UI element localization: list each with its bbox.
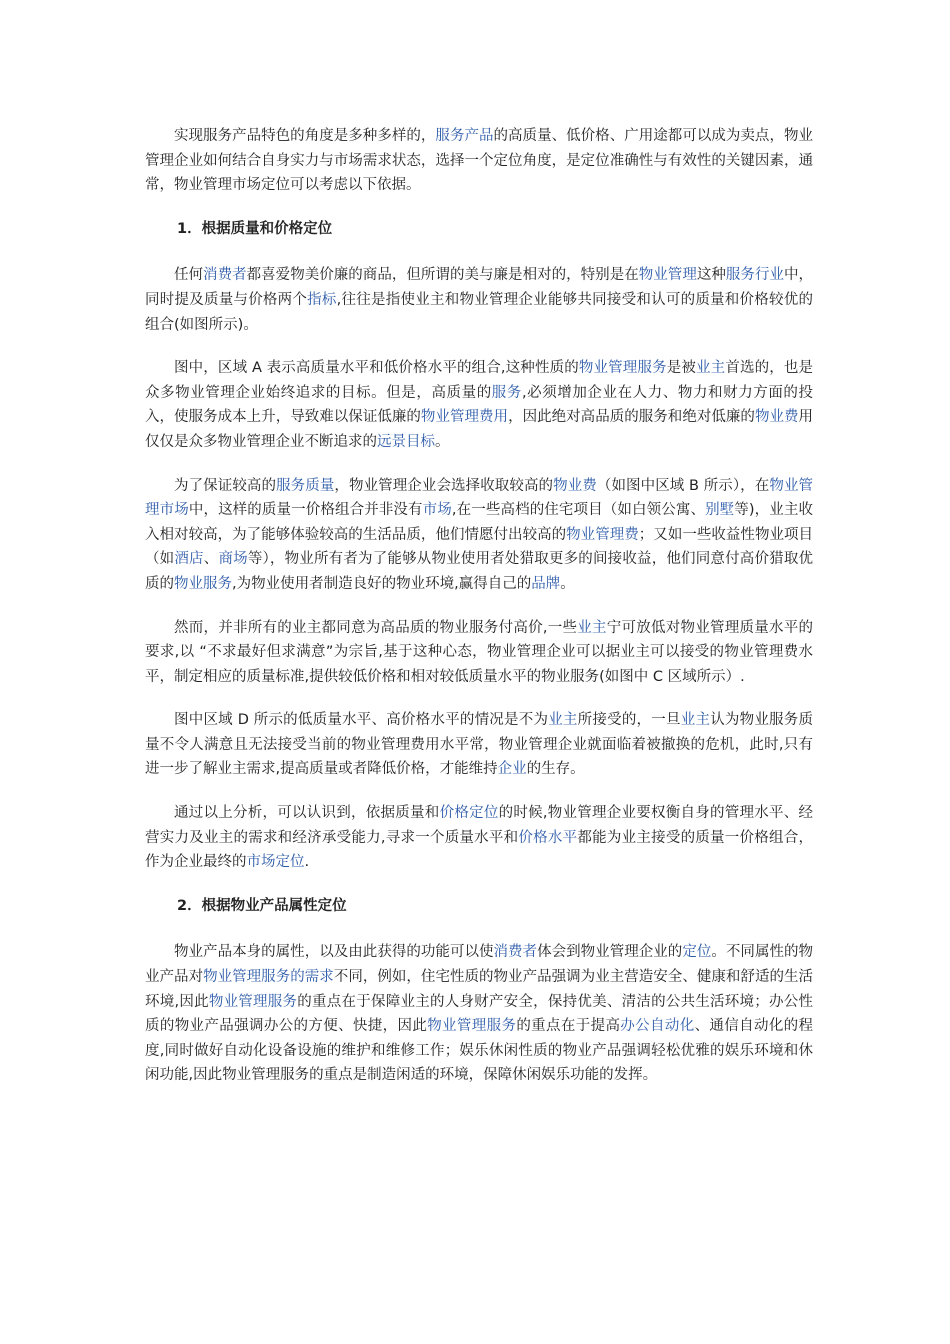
keyword-link[interactable]: 物业管理服务 [427,1018,517,1035]
keyword-link[interactable]: 业主 [577,619,607,636]
keyword-link[interactable]: 价格定位 [439,805,499,822]
text-run: 不同，例如，住宅性质的物业产品强调为业主营造安全、健康和舒适的生活环境,因此 [145,969,814,1010]
text-run: . [304,854,310,871]
keyword-link[interactable]: 酒店 [174,551,204,568]
text-run: 这种 [696,267,726,284]
keyword-link[interactable]: 物业管理 [638,267,697,284]
section-heading [145,217,813,242]
paragraph [145,263,813,337]
keyword-link[interactable]: 服务产品 [435,128,494,144]
text-run: 。 [435,433,450,450]
text-run: 宁可放低对物业管理质量水平的要求,以 “不求最好但求满意”为宗旨,基于这种心态，物业管理企业可以据业主可以接受的物业管理费水平，制定相应的质量标准,提供较低价格和相对较低质量水平的物业服务(如图中 C 区域所示）. [145,619,814,685]
text-run: 的重点在于提高 [516,1018,621,1035]
paragraph [145,474,813,597]
text-run: 的重点在于保障业主的人身财产安全，保持优美、清洁的公共生活环境；办公性质的物业产品强调办公的方便、快捷，因此 [145,993,814,1035]
text-run: 通过以上分析，可以认识到，依据质量和 [174,805,440,822]
keyword-link[interactable]: 服务质量 [276,477,335,494]
text-run: 。不同属性的物业产品对 [145,944,814,986]
keyword-link[interactable]: 品牌 [531,575,561,592]
keyword-link[interactable]: 服务 [491,384,522,401]
text-run: 。 [560,575,575,592]
text-run: 然而，并非所有的业主都同意为高品质的物业服务付高价,一些 [174,619,578,636]
text-run: 的高质量、低价格、广用途都可以成为卖点，物业管理企业如何结合自身实力与市场需求状态，选择一个定位角度，是定位准确性与有效性的关键因素，通常，物业管理市场定位可以考虑以下依据。 [145,128,814,194]
text-run: 的生存。 [526,761,585,778]
keyword-link[interactable]: 商场 [218,551,248,568]
paragraph [145,124,813,198]
keyword-link[interactable]: 物业管理服务的需求 [203,969,334,986]
text-run: 、通信自动化的程度,同时做好自动化设备设施的维护和维修工作；娱乐休闲性质的物业产品强调轻松优雅的娱乐环境和休闲功能,因此物业管理服务的重点是制造闲适的环境，保障休闲娱乐功能的发挥。 [145,1018,814,1084]
text-run: （如图中区域 B 所示），在 [596,477,770,494]
keyword-link[interactable]: 消费者 [493,944,538,961]
keyword-link[interactable]: 业主 [680,712,711,729]
text-run: 2．根据物业产品属性定位 [177,897,347,914]
text-run: 认为物业服务质量不令人满意且无法接受当前的物业管理费用水平常，物业管理企业就面临着被撤换的危机，此时,只有进一步了解业主需求,提高质量或者降低价格，才能维持 [145,712,814,778]
text-run: 图中，区域 A 表示高质量水平和低价格水平的组合,这种性质的 [174,360,579,377]
text-run: ,往往是指使业主和物业管理企业能够共同接受和认可的质量和价格较优的组合(如图所示)。 [145,291,814,333]
keyword-link[interactable]: 业主 [548,712,578,729]
keyword-link[interactable]: 指标 [307,291,337,308]
text-run: 都能为业主接受的质量一价格组合，作为企业最终的 [145,829,814,871]
text-run: ，物业管理企业会选择收取较高的 [334,477,554,494]
keyword-link[interactable]: 办公自动化 [620,1018,695,1035]
keyword-link[interactable]: 物业管理服务 [208,993,298,1010]
keyword-link[interactable]: 物业管理服务 [578,360,667,377]
document-body [145,124,813,1107]
keyword-link[interactable]: 市场定位 [246,854,305,871]
paragraph [145,616,813,690]
text-run: ,必须增加企业在人力、物力和财力方面的投入，使服务成本上升，导致难以保证低廉的 [145,384,814,426]
text-run: 等)，业主收入相对较高，为了能够体验较高的生活品质，他们情愿付出较高的 [145,502,814,543]
text-run: 体会到物业管理企业的 [537,944,683,961]
text-run: 为了保证较高的 [174,477,277,494]
keyword-link[interactable]: 企业 [497,761,527,778]
text-run: 首选的，也是众多物业管理企业始终追求的目标。但是，高质量的 [145,360,814,401]
paragraph [145,356,813,454]
keyword-link[interactable]: 物业费 [754,409,799,426]
keyword-link[interactable]: 物业服务 [174,575,232,592]
section-heading [145,894,813,919]
keyword-link[interactable]: 物业费 [553,477,597,494]
text-run: 1．根据质量和价格定位 [177,220,333,237]
text-run: 物业产品本身的属性，以及由此获得的功能可以使 [174,944,494,961]
text-run: ；又如一些收益性物业项目（如 [145,526,814,568]
keyword-link[interactable]: 服务行业 [725,267,784,284]
text-run: 都喜爱物美价廉的商品，但所谓的美与廉是相对的，特别是在 [246,267,639,284]
keyword-link[interactable]: 价格水平 [518,829,578,846]
keyword-link[interactable]: 物业管理市场 [145,477,814,519]
text-run: 用仅仅是众多物业管理企业不断追求的 [145,409,814,450]
text-run: ,为物业使用者制造良好的物业环境,赢得自己的 [232,575,532,592]
text-run: ,在一些高档的住宅项目（如白领公寓、 [451,502,706,519]
text-run: 的时候,物业管理企业要权衡自身的管理水平、经营实力及业主的需求和经济承受能力,寻求一个质量水平和 [145,805,814,846]
paragraph [145,940,813,1088]
keyword-link[interactable]: 物业管理费用 [420,409,509,426]
text-run: 中，同时提及质量与价格两个 [145,267,814,308]
text-run: 、 [203,551,219,568]
text-run: 所接受的，一旦 [577,712,681,729]
keyword-link[interactable]: 物业管理费 [566,526,639,543]
text-run: 图中区域 D 所示的低质量水平、高价格水平的情况是不为 [174,712,549,729]
text-run: 中，这样的质量一价格组合并非没有 [188,502,423,519]
text-run: 任何 [174,267,204,284]
paragraph [145,801,813,875]
keyword-link[interactable]: 业主 [696,360,726,377]
text-run: 是被 [666,360,697,377]
keyword-link[interactable]: 远景目标 [377,433,435,450]
keyword-link[interactable]: 定位 [682,944,712,961]
keyword-link[interactable]: 别墅 [705,502,735,519]
text-run: ，因此绝对高品质的服务和绝对低廉的 [508,409,755,426]
keyword-link[interactable]: 市场 [422,502,452,519]
text-run: 等），物业所有者为了能够从物业使用者处猎取更多的间接收益，他们同意付高价猎取优质的 [145,551,814,592]
paragraph [145,708,813,782]
keyword-link[interactable]: 消费者 [203,267,247,284]
text-run: 实现服务产品特色的角度是多种多样的， [174,128,436,144]
